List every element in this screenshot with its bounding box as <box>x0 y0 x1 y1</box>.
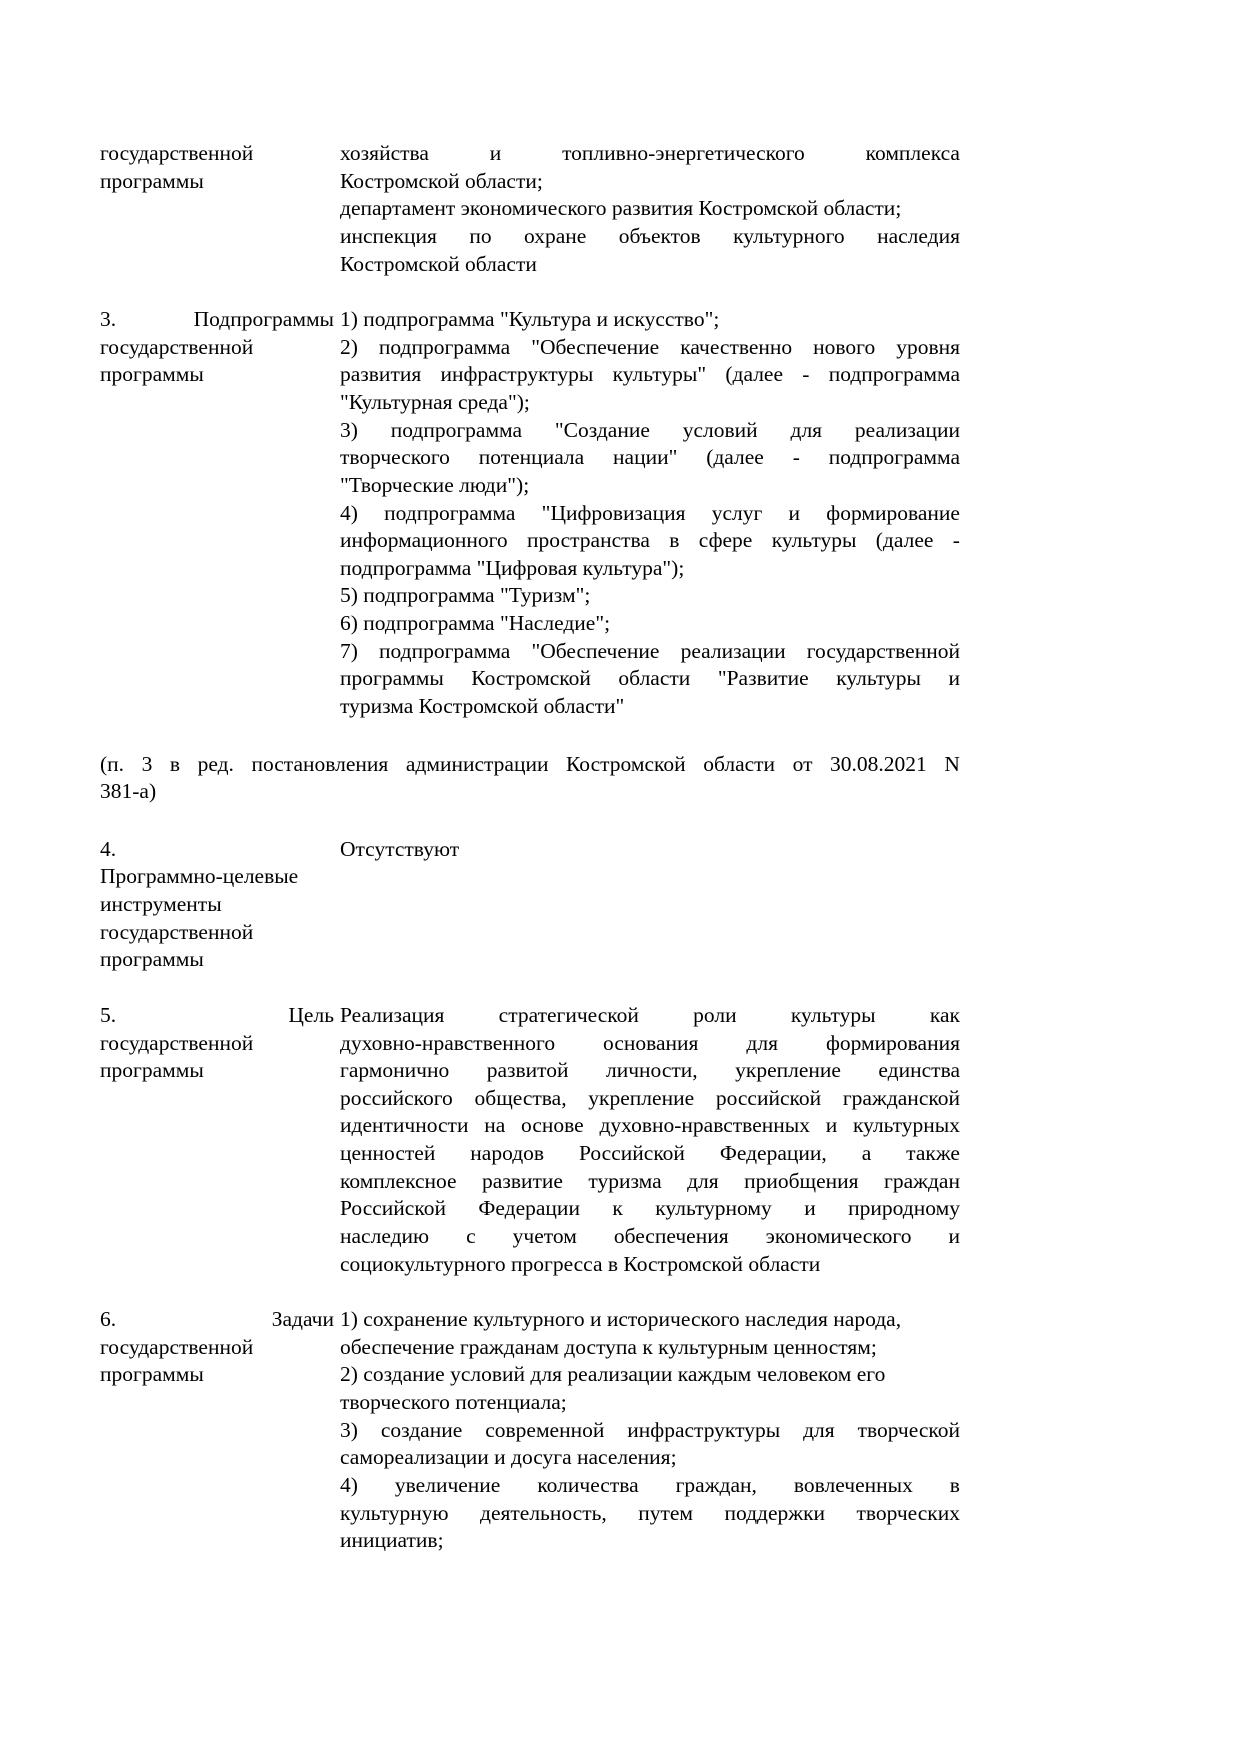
text-token: Федерации <box>478 1196 580 1221</box>
text-token: пространства <box>527 528 650 553</box>
text-token: создание <box>380 1417 463 1442</box>
text-token: Российской <box>340 1196 446 1221</box>
text-token: культурному <box>655 1196 772 1221</box>
body-line-justified <box>340 1030 960 1058</box>
text-token: подпрограмма <box>378 334 511 359</box>
body-line: 2) создание условий для реализации каждым человеком его <box>340 1362 886 1387</box>
text-token: формирование <box>826 500 960 525</box>
text-token: основе <box>521 1113 584 1138</box>
text-token: уровня <box>896 334 960 359</box>
text-token: основания <box>603 1030 699 1055</box>
text-token: а <box>861 1141 872 1165</box>
row-6-tasks <box>100 1306 960 1555</box>
text-token: наследию <box>340 1223 430 1248</box>
text-token: программы <box>340 666 444 691</box>
text-token: услуг <box>711 500 763 525</box>
row-title: Цель <box>288 1002 334 1027</box>
text-token: гражданской <box>842 1085 960 1110</box>
row-3-subprograms-label <box>100 306 340 389</box>
text-token: для <box>790 417 823 442</box>
text-token: реализации <box>854 417 960 442</box>
text-token: реализации <box>680 638 786 663</box>
row-3-subprograms-body <box>340 306 960 720</box>
text-token: роли <box>693 1002 737 1027</box>
body-line: Отсутствуют <box>340 836 460 861</box>
body-line-justified <box>340 1112 960 1140</box>
text-token: Реализация <box>340 1002 445 1027</box>
text-token: и <box>788 500 801 525</box>
text-token: и <box>948 666 960 691</box>
text-token: 3 <box>141 751 153 776</box>
body-line: самореализации и досуга населения; <box>340 1445 677 1470</box>
body-line: туризма Костромской области" <box>340 693 625 718</box>
text-token: подпрограмма <box>384 500 516 525</box>
text-token: "Обеспечение <box>531 334 660 359</box>
text-token: области <box>618 666 691 691</box>
text-token: граждан <box>884 1168 960 1193</box>
text-token: постановления <box>251 751 389 776</box>
text-token: комплексное <box>340 1168 457 1193</box>
text-token: 30.08.2021 <box>830 751 927 776</box>
text-token: информационного <box>340 528 508 553</box>
row-label-line: Программно-целевые <box>100 864 299 889</box>
text-token: инфраструктуры <box>440 362 594 387</box>
text-token: обеспечения <box>613 1223 729 1248</box>
row-label-line: программы <box>100 947 204 972</box>
text-token: и <box>489 141 502 165</box>
text-token: 3) <box>340 417 358 442</box>
text-token: качественно <box>680 334 793 359</box>
body-line-justified <box>340 1140 960 1168</box>
text-token: на <box>484 1113 506 1138</box>
text-token: гармонично <box>340 1058 450 1083</box>
text-token: 3) <box>340 1417 358 1442</box>
amendment-note-line: 381-а) <box>100 779 157 804</box>
body-line: "Творческие люди"); <box>340 472 530 497</box>
text-token: хозяйства <box>340 141 429 165</box>
text-token: укрепление <box>588 1085 695 1110</box>
text-token: народов <box>470 1141 545 1165</box>
text-token: подпрограмма <box>390 417 523 442</box>
text-token: (п. <box>100 751 125 776</box>
text-token: вовлеченных <box>793 1472 913 1497</box>
text-token: культуры <box>771 528 857 553</box>
text-token: "Цифровизация <box>541 500 686 525</box>
text-token: Костромской <box>471 666 591 691</box>
text-token: N <box>944 751 960 776</box>
text-token: в <box>949 1472 960 1497</box>
body-line-justified <box>340 1195 960 1223</box>
text-token: духовно-нравственного <box>340 1030 556 1055</box>
text-token: личности, <box>605 1058 698 1083</box>
body-line-justified <box>340 1223 960 1251</box>
body-line-justified <box>340 1500 960 1528</box>
text-token: "Обеспечение <box>531 638 660 663</box>
text-token: развития <box>340 362 422 387</box>
text-token: современной <box>485 1417 605 1442</box>
text-token: (далее <box>725 362 784 387</box>
text-token: стратегической <box>498 1002 639 1027</box>
row-number: 5. <box>100 1002 117 1027</box>
text-token: 4) <box>340 500 358 525</box>
row-label-head <box>100 1002 334 1030</box>
body-line-justified <box>340 665 960 693</box>
row-label-line: государственной <box>100 334 254 359</box>
text-token: и <box>825 1113 838 1138</box>
row-5-goal <box>100 1002 960 1278</box>
text-token: для <box>803 1417 835 1442</box>
body-line-justified <box>340 140 960 168</box>
text-token: природному <box>848 1196 960 1221</box>
row-5-goal-body <box>340 1002 960 1278</box>
row-5-goal-label <box>100 1002 340 1085</box>
text-token: Федерации, <box>719 1141 827 1165</box>
row-label-line: программы <box>100 168 204 193</box>
text-token: поддержки <box>724 1500 826 1525</box>
body-line: подпрограмма "Цифровая культура"); <box>340 555 685 580</box>
text-token: количества <box>537 1472 639 1497</box>
row-label-line: инструменты <box>100 892 222 916</box>
text-token: творческой <box>857 1417 960 1442</box>
text-token: российского <box>340 1085 453 1110</box>
text-token: Костромской <box>566 751 686 776</box>
body-line-justified <box>340 361 960 389</box>
row-label-line: государственной <box>100 1030 254 1055</box>
text-token: с <box>466 1223 476 1248</box>
text-token: экономического <box>765 1223 912 1248</box>
body-line-justified <box>340 1472 960 1500</box>
body-line: Костромской области <box>340 251 537 276</box>
text-token: туризма <box>588 1168 662 1193</box>
text-token: "Создание <box>554 417 650 442</box>
text-token: - <box>802 362 810 387</box>
text-token: подпрограмма <box>828 362 960 387</box>
text-token: по <box>469 223 492 248</box>
amendment-note <box>100 751 960 806</box>
text-token: укрепление <box>735 1058 841 1083</box>
text-token: единства <box>878 1058 960 1083</box>
body-line-justified <box>340 500 960 528</box>
row-label-line: государственной <box>100 1334 254 1359</box>
text-token: духовно-нравственных <box>599 1113 810 1138</box>
text-token: также <box>906 1141 960 1165</box>
row-label-line: государственной <box>100 141 254 165</box>
text-token: инспекция <box>340 223 437 248</box>
text-token: наследия <box>877 223 960 248</box>
text-token: деятельность, <box>480 1500 607 1525</box>
text-token: - <box>952 528 960 553</box>
text-token: учетом <box>512 1223 577 1248</box>
row-label-head <box>100 1306 334 1334</box>
text-token: потенциала <box>478 445 585 470</box>
body-line-justified <box>340 1168 960 1196</box>
row-number: 6. <box>100 1307 117 1332</box>
body-line: 5) подпрограмма "Туризм"; <box>340 583 591 608</box>
text-token: (далее <box>875 528 934 553</box>
row-6-tasks-body <box>340 1306 960 1555</box>
text-token: сфере <box>698 528 753 553</box>
text-token: администрации <box>405 751 549 776</box>
text-token: подпрограмма <box>379 638 511 663</box>
text-token: творческого <box>340 445 450 470</box>
row-label-head <box>100 836 334 864</box>
text-token: культурную <box>340 1500 449 1525</box>
body-line-justified <box>340 417 960 445</box>
text-token: и <box>804 1196 816 1221</box>
text-token: нации" <box>613 445 678 470</box>
text-token: подпрограмма <box>828 445 960 470</box>
body-line-justified <box>340 334 960 362</box>
row-2-continued-label <box>100 140 340 195</box>
text-token: в <box>169 751 181 776</box>
amendment-note-line-justified <box>100 751 960 779</box>
text-token: ред. <box>197 751 234 776</box>
row-label-line: программы <box>100 1058 204 1083</box>
row-3-subprograms <box>100 306 960 720</box>
body-line: творческого потенциала; <box>340 1390 567 1414</box>
row-label-head <box>100 306 334 334</box>
text-token: государственной <box>806 638 960 663</box>
row-number: 3. <box>100 307 117 332</box>
text-token: охране <box>524 223 587 248</box>
text-token: культуры <box>836 666 921 691</box>
text-token: культуры <box>790 1002 876 1027</box>
text-token: ценностей <box>340 1141 436 1165</box>
body-line: 1) подпрограмма "Культура и искусство"; <box>340 307 720 332</box>
text-token: для <box>687 1168 719 1193</box>
body-line-justified <box>340 527 960 555</box>
text-token: 7) <box>340 638 358 663</box>
body-line-justified <box>340 1085 960 1113</box>
body-line: социокультурного прогресса в Костромской области <box>340 1251 821 1276</box>
text-token: творческих <box>856 1500 960 1525</box>
row-label-line: программы <box>100 1362 204 1387</box>
text-token: увеличение <box>394 1472 501 1497</box>
body-line: 1) сохранение культурного и исторического наследия народа, <box>340 1307 902 1332</box>
body-line: департамент экономического развития Костромской области; <box>340 196 902 221</box>
text-token: культурного <box>733 223 845 248</box>
body-line: 6) подпрограмма "Наследие"; <box>340 611 611 635</box>
text-token: условий <box>682 417 758 442</box>
text-token: в <box>669 528 680 553</box>
text-token: нового <box>813 334 876 359</box>
body-line-justified <box>340 1417 960 1445</box>
row-title: Задачи <box>271 1307 334 1332</box>
text-token: 4) <box>340 1472 358 1497</box>
text-token: российской <box>715 1085 822 1110</box>
text-token: (далее <box>706 445 764 470</box>
body-line-justified <box>340 223 960 251</box>
text-token: от <box>792 751 813 776</box>
table-rows-upper <box>100 140 960 721</box>
row-2-continued-body <box>340 140 960 278</box>
row-6-tasks-label <box>100 1306 340 1389</box>
body-line-justified <box>340 1002 960 1030</box>
text-token: инфраструктуры <box>627 1417 781 1442</box>
text-token: формирования <box>825 1030 960 1055</box>
body-line: обеспечение гражданам доступа к культурным ценностям; <box>340 1334 877 1359</box>
text-token: для <box>746 1030 778 1055</box>
body-line: "Культурная среда"); <box>340 390 530 414</box>
row-4-program-target-instruments-body <box>340 836 960 864</box>
text-token: развитой <box>486 1058 569 1083</box>
body-line-justified <box>340 444 960 472</box>
text-token: области <box>703 751 776 776</box>
document-body <box>100 140 960 1555</box>
row-4-program-target-instruments-label <box>100 836 340 974</box>
text-token: - <box>792 445 800 470</box>
text-token: культуры" <box>612 362 707 387</box>
text-token: к <box>612 1196 623 1221</box>
row-label-line: государственной <box>100 919 254 944</box>
text-token: граждан, <box>675 1472 757 1497</box>
body-line-justified <box>340 1057 960 1085</box>
text-token: комплекса <box>865 141 960 165</box>
table-rows-lower <box>100 836 960 1555</box>
text-token: общества, <box>474 1085 567 1110</box>
text-token: путем <box>638 1500 694 1525</box>
body-line: Костромской области; <box>340 168 543 193</box>
text-token: культурных <box>853 1113 960 1138</box>
row-4-program-target-instruments <box>100 836 960 974</box>
text-token: Российской <box>578 1141 685 1165</box>
text-token: 2) <box>340 334 358 359</box>
row-title: Подпрограммы <box>193 307 334 332</box>
body-line: инициатив; <box>340 1528 444 1553</box>
row-label-line: программы <box>100 362 204 387</box>
row-2-continued <box>100 140 960 278</box>
body-line-justified <box>340 638 960 666</box>
text-token: объектов <box>618 223 701 248</box>
text-token: идентичности <box>340 1113 469 1138</box>
text-token: и <box>948 1223 960 1248</box>
text-token: развитие <box>482 1168 563 1193</box>
text-token: "Развитие <box>717 666 809 691</box>
text-token: приобщения <box>744 1168 859 1193</box>
text-token: как <box>929 1002 960 1027</box>
row-number: 4. <box>100 836 117 861</box>
text-token: топливно-энергетического <box>562 141 805 165</box>
